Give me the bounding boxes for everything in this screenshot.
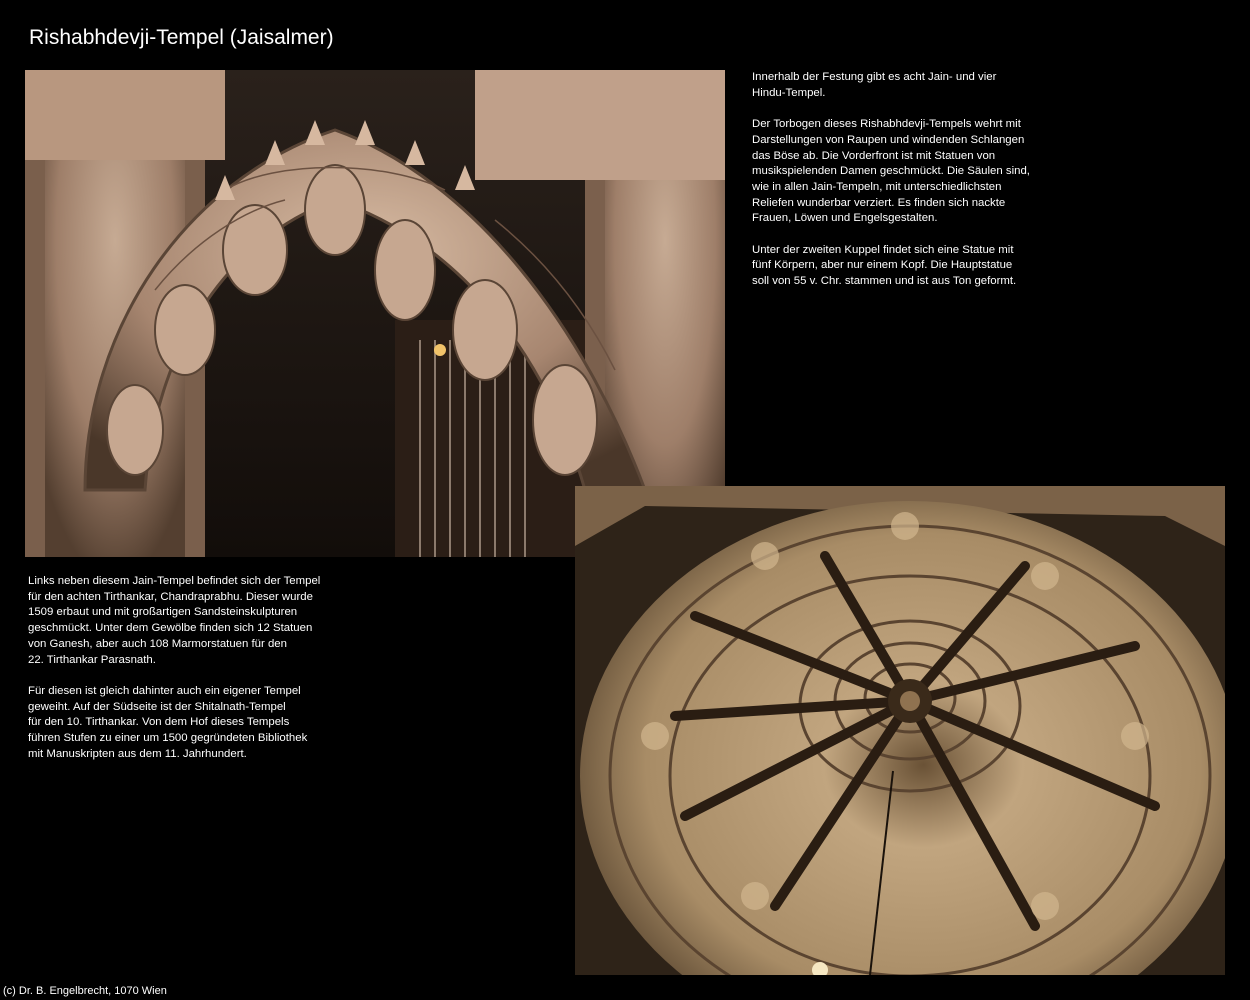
page-title: Rishabhdevji-Tempel (Jaisalmer) [29, 26, 334, 49]
description-right-paragraph-3: Unter der zweiten Kuppel findet sich eine Statue mit fünf Körpern, aber nur einem Kopf. Die Hauptstatue soll von 55 v. Chr. stammen und ist aus Ton geformt. [752, 243, 1017, 288]
description-right-paragraph-2: Der Torbogen dieses Rishabhdevji-Tempels wehrt mit Darstellungen von Raupen und windenden Schlangen das Böse ab. Die Vorderfront ist mit Statuen von musikspielenden Damen geschmückt. Die Säulen sind, wie in allen Jain-Tempeln, mit unterschiedlichsten Reliefen wunderbar verziert. Es finden sich nackte Frauen, Löwen und Engelsgestalten. [752, 118, 1030, 225]
arch-photo [25, 70, 725, 557]
description-left [28, 574, 348, 778]
arch-photo-image [25, 70, 725, 557]
description-left-paragraph-1: Links neben diesem Jain-Tempel befindet sich der Tempel für den achten Tirthankar, Chandraprabhu. Dieser wurde 1509 erbaut und mit großartigen Sandsteinskulpturen geschmückt. Unter dem Gewölbe finden sich 12 Statuen von Ganesh, aber auch 108 Marmorstatuen für den 22. Tirthankar Parasnath. [28, 575, 321, 666]
copyright-notice: (c) Dr. B. Engelbrecht, 1070 Wien [3, 985, 167, 997]
description-right [752, 70, 1052, 306]
dome-photo-image [575, 486, 1225, 975]
description-right-paragraph-1: Innerhalb der Festung gibt es acht Jain- und vier Hindu-Tempel. [752, 71, 997, 99]
dome-photo [575, 486, 1225, 975]
description-left-paragraph-2: Für diesen ist gleich dahinter auch ein eigener Tempel geweiht. Auf der Südseite ist der Shitalnath-Tempel für den 10. Tirthankar. Von dem Hof dieses Tempels führen Stufen zu einer um 1500 gegründeten Bibliothek mit Manuskripten aus dem 11. Jahrhundert. [28, 684, 308, 760]
